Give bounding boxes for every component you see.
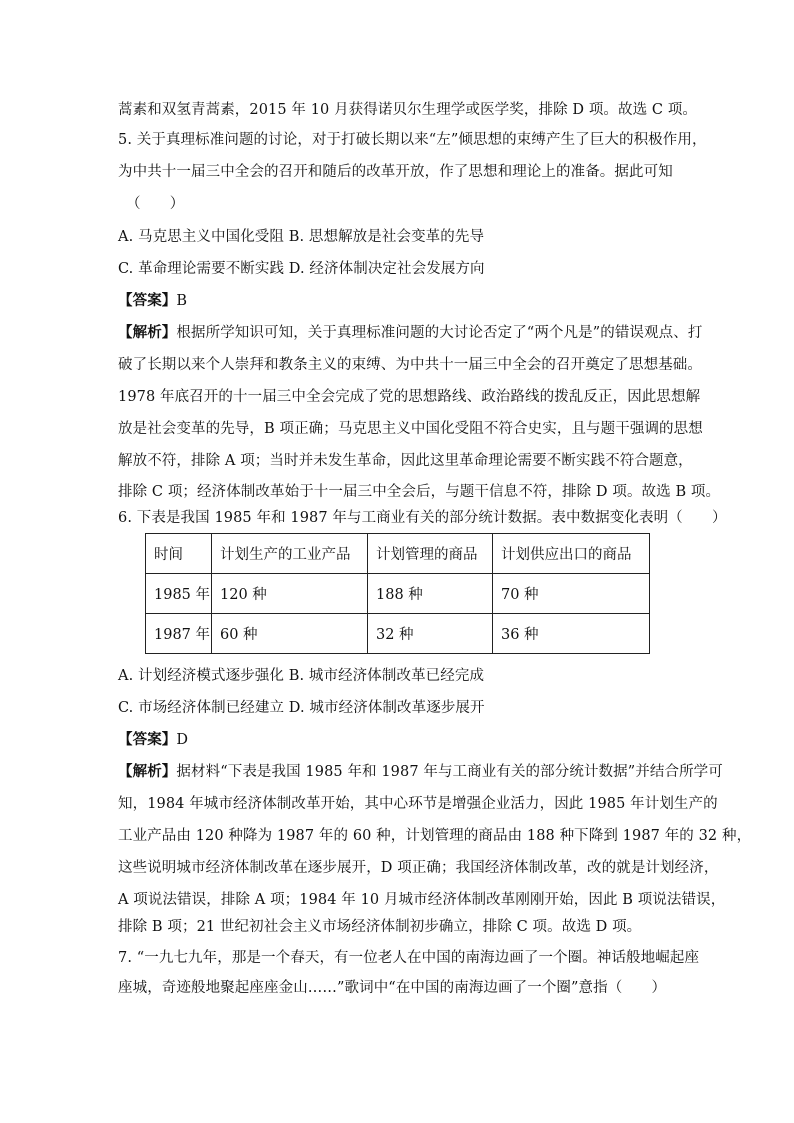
text-line: 1978 年底召开的十一届三中全会完成了党的思想路线、政治路线的拨乱反正，因此思想解: [118, 389, 701, 405]
text-line: 排除 B 项；21 世纪初社会主义市场经济体制初步确立，排除 C 项。故选 D 项。: [118, 919, 642, 935]
table-cell: 1987 年: [146, 614, 212, 654]
table-cell: 36 种: [493, 614, 650, 654]
text-line: 蒿素和双氢青蒿素，2015 年 10 月获得诺贝尔生理学或医学奖，排除 D 项。故选 C 项。: [118, 102, 698, 118]
answer-line: [118, 730, 688, 750]
analysis-text: 据材料“下表是我国 1985 年和 1987 年与工商业有关的部分统计数据”并结合所学可: [176, 764, 723, 780]
options-cd: C. 革命理论需要不断实践 D. 经济体制决定社会发展方向: [118, 261, 485, 277]
statistics-table: [145, 533, 650, 654]
question-7-stem: 7. “一九七九年，那是一个春天，有一位老人在中国的南海边画了一个圈。神话般地崛起座: [118, 950, 700, 966]
options-ab: A. 计划经济模式逐步强化 B. 城市经济体制改革已经完成: [118, 668, 485, 684]
answer-value: B: [176, 293, 188, 309]
options-cd: C. 市场经济体制已经建立 D. 城市经济体制改革逐步展开: [118, 700, 485, 716]
text-line: 这些说明城市经济体制改革在逐步展开，D 项正确；我国经济体制改革，改的就是计划经济，: [118, 860, 719, 876]
analysis-label: 【解析】: [118, 763, 177, 780]
analysis-line: [118, 323, 703, 343]
table-cell: 120 种: [212, 574, 368, 614]
answer-label: 【答案】: [118, 731, 177, 748]
text-line: 为中共十一届三中全会的召开和随后的改革开放，作了思想和理论上的准备。据此可知: [118, 164, 673, 180]
text-line: 放是社会变革的先导，B 项正确；马克思主义中国化受阻不符合史实，且与题干强调的思想: [118, 421, 703, 437]
table-header-cell: 计划供应出口的商品: [493, 534, 650, 574]
answer-value: D: [176, 732, 189, 748]
table-cell: 188 种: [368, 574, 493, 614]
analysis-line: [118, 762, 723, 782]
table-header-cell: 计划管理的商品: [368, 534, 493, 574]
table-row: [146, 614, 650, 654]
text-line: 工业产品由 120 种降为 1987 年的 60 种，计划管理的商品由 188 种下降到 1987 年的 32 种，: [118, 828, 752, 844]
table-cell: 1985 年: [146, 574, 212, 614]
text-line: 排除 C 项；经济体制改革始于十一届三中全会后，与题干信息不符，排除 D 项。故选 B 项。: [118, 484, 721, 500]
text-line: 知，1984 年城市经济体制改革开始，其中心环节是增强企业活力，因此 1985 年计划生产的: [118, 796, 718, 812]
text-line: 破了长期以来个人崇拜和教条主义的束缚、为中共十一届三中全会的召开奠定了思想基础。: [118, 357, 702, 373]
question-5-stem: 5. 关于真理标准问题的讨论，对于打破长期以来“左”倾思想的束缚产生了巨大的积极作用，: [118, 132, 707, 148]
text-line: 解放不符，排除 A 项；当时并未发生革命，因此这里革命理论需要不断实践不符合题意，: [118, 453, 693, 469]
answer-blank: （ ）: [126, 196, 185, 212]
answer-label: 【答案】: [118, 292, 177, 309]
answer-line: [118, 291, 688, 311]
table-header-row: [146, 534, 650, 574]
table-cell: 32 种: [368, 614, 493, 654]
question-6-stem: 6. 下表是我国 1985 年和 1987 年与工商业有关的部分统计数据。表中数据变化表明（ ）: [118, 510, 727, 526]
table-row: [146, 574, 650, 614]
analysis-text: 根据所学知识可知，关于真理标准问题的大讨论否定了“两个凡是”的错误观点、打: [176, 325, 703, 341]
text-line: 座城，奇迹般地聚起座座金山……”歌词中“在中国的南海边画了一个圈”意指（ ）: [118, 980, 667, 996]
options-ab: A. 马克思主义中国化受阻 B. 思想解放是社会变革的先导: [118, 229, 485, 245]
analysis-label: 【解析】: [118, 324, 177, 341]
text-line: A 项说法错误，排除 A 项；1984 年 10 月城市经济体制改革刚刚开始，因此 B 项说法错误，: [118, 892, 726, 908]
table-header-cell: 计划生产的工业产品: [212, 534, 368, 574]
table-header-cell: 时间: [146, 534, 212, 574]
table-cell: 60 种: [212, 614, 368, 654]
table-cell: 70 种: [493, 574, 650, 614]
